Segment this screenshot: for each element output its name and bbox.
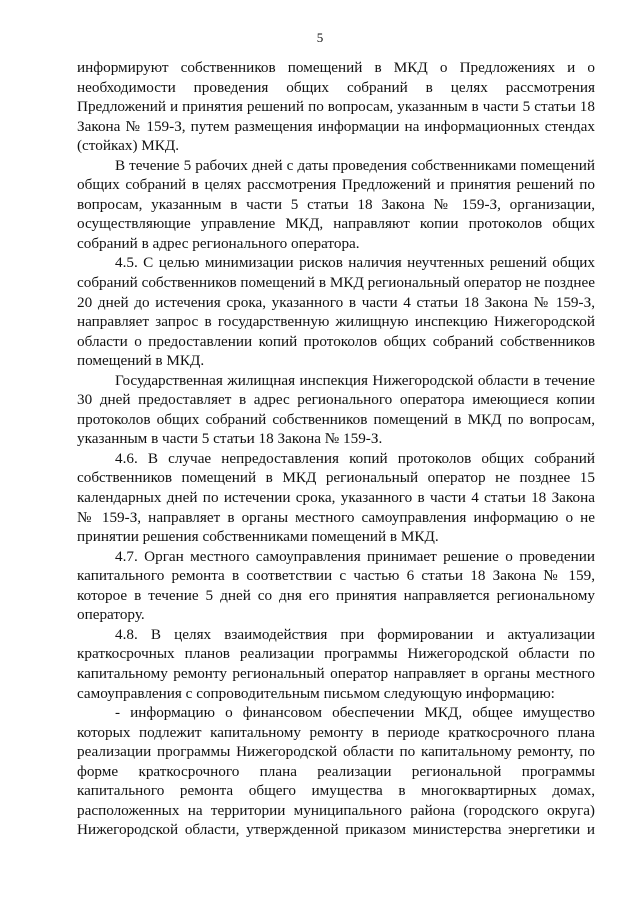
page-number: 5 <box>316 30 324 45</box>
document-body <box>77 58 595 840</box>
paragraph-financial-info: - информацию о финансовом обеспечении МКД, общее имущество которых подлежит капитальному ремонту в периоде краткосрочного плана реализации программы Нижегородской области по капитальному ремонту, по форме краткосрочного плана реализации региональной программы капитального ремонта общего имущества в многоквартирных домах, расположенных на территории муниципального района (городского округа) Нижегородской области, утвержденной приказом министерства энергетики и <box>77 704 595 839</box>
paragraph-4-5: 4.5. С целью минимизации рисков наличия неучтенных решений общих собраний собственников помещений в МКД региональный оператор не позднее 20 дней до истечения срока, указанного в части 4 статьи 18 Закона № 159-З, направляет запрос в государственную жилищную инспекцию Нижегородской области о предоставлении копий протоколов общих собраний собственников помещений в МКД. <box>77 254 595 370</box>
paragraph-housing-inspection: Государственная жилищная инспекция Нижегородской области в течение 30 дней предоставляет в адрес регионального оператора имеющиеся копии протоколов общих собраний собственников помещений в МКД по вопросам, указанным в части 5 статьи 18 Закона № 159-З. <box>77 371 595 448</box>
paragraph-continuation: информируют собственников помещений в МКД о Предложениях и о необходимости проведения общих собраний в целях рассмотрения Предложений и принятия решений по вопросам, указанным в части 5 статьи 18 Закона № 159-З, путем размещения информации на информационных стендах (стойках) МКД. <box>77 59 595 155</box>
paragraph-4-7: 4.7. Орган местного самоуправления принимает решение о проведении капитального ремонта в соответствии с частью 6 статьи 18 Закона № 159, которое в течение 5 дней со дня его принятия направляется региональному оператору. <box>77 547 595 624</box>
paragraph-4-8: 4.8. В целях взаимодействия при формировании и актуализации краткосрочных планов реализации программы Нижегородской области по капитальному ремонту региональный оператор направляет в органы местного самоуправления с сопроводительным письмом следующую информацию: <box>77 625 595 702</box>
paragraph-meeting-protocols: В течение 5 рабочих дней с даты проведения собственниками помещений общих собраний в целях рассмотрения Предложений и принятия решений по вопросам, указанным в части 5 статьи 18 Закона № 159-З, организации, осуществляющие управление МКД, направляют копии протоколов общих собраний в адрес регионального оператора. <box>77 156 595 252</box>
paragraph-4-6: 4.6. В случае непредоставления копий протоколов общих собраний собственников помещений в МКД региональный оператор не позднее 15 календарных дней по истечении срока, указанного в части 4 статьи 18 Закона № 159-З, направляет в органы местного самоуправления информацию о не принятии решения собственниками помещений в МКД. <box>77 449 595 546</box>
